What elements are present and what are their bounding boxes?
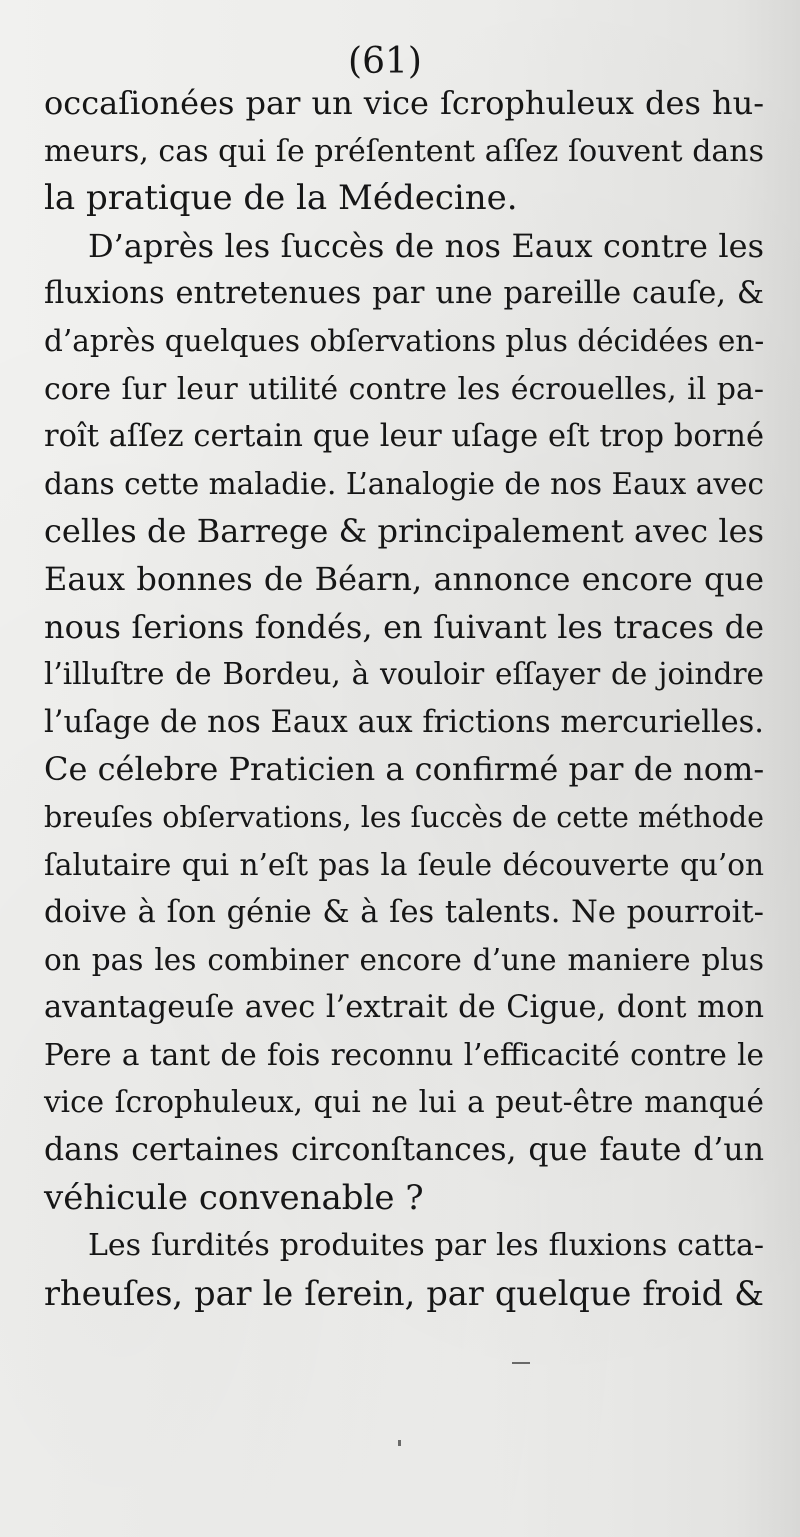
text-line: nous ſerions fondés, en ſuivant les traces de [44,607,764,646]
text-line: vice ſcrophuleux, qui ne lui a peut-être manqué [44,1085,764,1120]
text-line: avantageuſe avec l’extrait de Cigue, dont mon [44,990,764,1026]
print-mark [512,1362,530,1364]
text-line: la pratique de la Médecine. [44,178,518,219]
text-line: celles de Barrege & principalement avec les [44,512,764,551]
text-line: rheuſes, par le ſerein, par quelque froid & [44,1273,764,1313]
text-line: breuſes obſervations, les ſuccès de cette méthode [44,800,764,834]
text-line: D’après les ſuccès de nos Eaux contre les [88,226,764,265]
text-line: Ce célebre Praticien a confirmé par de nom- [44,750,765,789]
text-line: dans certaines circonſtances, que faute d’un [44,1132,764,1169]
text-line: on pas les combiner encore d’une maniere plus [44,942,764,977]
body-text [44,80,764,1317]
text-line: occaſionées par un vice ſcrophuleux des hu- [44,84,764,122]
text-line: Pere a tant de fois reconnu l’efficacité contre le [44,1037,764,1072]
text-line: l’illuſtre de Bordeu, à vouloir eſſayer de joindre [44,657,764,692]
page-number: (61) [348,41,422,82]
text-line: core ſur leur utilité contre les écrouelles, il pa- [44,371,764,407]
text-line: Eaux bonnes de Béarn, annonce encore que [44,559,764,598]
text-line: véhicule convenable ? [44,1177,424,1218]
text-line: ſalutaire qui n’eſt pas la ſeule découverte qu’on [44,847,764,882]
text-line: doive à ſon génie & à ſes talents. Ne pourroit- [44,895,764,931]
text-line: d’après quelques obſervations plus décidées en- [44,323,765,358]
text-line: fluxions entretenues par une pareille cauſe, & [44,276,764,312]
text-line: l’uſage de nos Eaux aux frictions mercurielles. [44,704,764,740]
print-mark [398,1440,401,1446]
text-line: meurs, cas qui ſe préſentent aſſez ſouvent dans [44,133,764,169]
text-line: dans cette maladie. L’analogie de nos Eaux avec [44,466,764,501]
text-line: roît aſſez certain que leur uſage eſt trop borné [44,419,764,455]
text-line: Les ſurdités produites par les fluxions catta- [88,1228,764,1264]
